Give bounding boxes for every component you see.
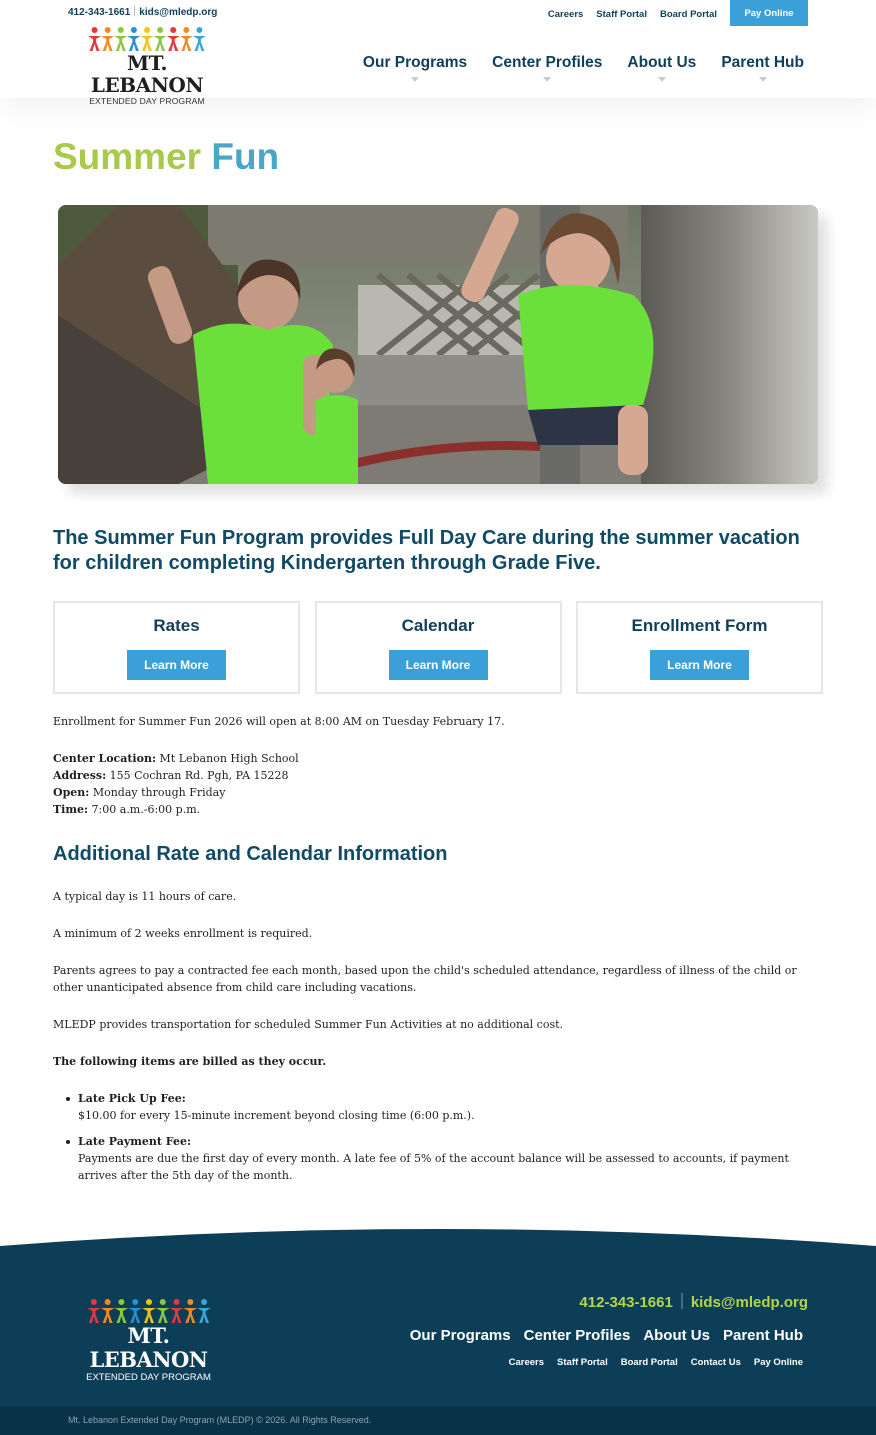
footer-pay-online-link[interactable]: Pay Online [753, 1357, 803, 1368]
paper-person-head [173, 1299, 179, 1305]
list-item [78, 1133, 823, 1184]
calendar-learn-more-button[interactable]: Learn More [389, 650, 488, 680]
paper-person-body [154, 36, 167, 51]
paper-person-body [87, 1308, 101, 1323]
footer-email-link[interactable]: kids@mledp.org [690, 1294, 808, 1311]
paper-people-chain-icon [67, 1298, 230, 1324]
copyright-text: Mt. Lebanon Extended Day Program (MLEDP) © 2026. All Rights Reserved. [68, 1415, 372, 1425]
detail-value: Monday through Friday [89, 786, 226, 799]
contract-fee-text: Parents agrees to pay a contracted fee each month, based upon the child's scheduled attendance, regardless of illness of the child or other unanticipated absence from child care including vacations. [53, 964, 797, 994]
paper-person-body [140, 36, 153, 51]
site-header [0, 0, 876, 106]
paper-person-body [193, 36, 206, 51]
utility-nav [535, 0, 808, 26]
paper-person-body [101, 36, 114, 51]
paper-person-head [157, 27, 163, 33]
detail-label: Center Location: [53, 752, 157, 765]
page-title-word-1: Summer [53, 136, 202, 177]
typical-day-text: A typical day is 11 hours of care. [53, 890, 237, 903]
footer-logo-subtitle: EXTENDED DAY PROGRAM [86, 1372, 211, 1383]
footer-staff-portal-link[interactable]: Staff Portal [557, 1357, 608, 1368]
board-portal-link[interactable]: Board Portal [659, 8, 717, 20]
logo-subtitle: EXTENDED DAY PROGRAM [89, 96, 205, 106]
card-title: Calendar [401, 616, 475, 635]
card-title: Rates [153, 616, 200, 635]
enrollment-form-learn-more-button[interactable]: Learn More [650, 650, 749, 680]
bullet-icon [66, 1097, 70, 1101]
contact-divider [134, 6, 135, 16]
footer-nav-center-profiles[interactable]: Center Profiles [523, 1327, 631, 1344]
logo-title: MT. LEBANON [90, 51, 204, 97]
billed-items-text: The following items are billed as they occur. [53, 1055, 327, 1068]
header-email-link[interactable]: kids@mledp.org [139, 7, 218, 18]
paper-people-chain-icon [72, 26, 222, 52]
paper-person-head [196, 27, 202, 33]
footer-nav [397, 1327, 803, 1344]
footer-board-portal-link[interactable]: Board Portal [620, 1357, 678, 1368]
paper-person-head [118, 27, 124, 33]
detail-value: 7:00 a.m.-6:00 p.m. [88, 803, 201, 816]
copyright-bar [0, 1406, 876, 1435]
detail-label: Time: [53, 803, 89, 816]
info-cards [53, 601, 823, 694]
detail-address [53, 767, 299, 784]
footer-nav-our-programs[interactable]: Our Programs [409, 1327, 511, 1344]
hero-photo [58, 205, 818, 484]
paper-person-head [92, 27, 98, 33]
fee-title: Late Pick Up Fee: [78, 1092, 186, 1105]
main-nav [338, 54, 804, 72]
paper-person-head [132, 1299, 138, 1305]
paper-person-head [105, 27, 111, 33]
paper-person-body [167, 36, 180, 51]
paper-person-head [90, 1299, 96, 1305]
nav-parent-hub[interactable] [721, 54, 804, 72]
footer-phone-link[interactable]: 412-343-1661 [579, 1294, 673, 1311]
staff-portal-link[interactable]: Staff Portal [596, 8, 647, 20]
page-title [53, 136, 279, 178]
footer-careers-link[interactable]: Careers [508, 1357, 545, 1368]
paper-person-head [144, 27, 150, 33]
fee-text: $10.00 for every 15-minute increment beyond closing time (6:00 p.m.). [78, 1109, 475, 1122]
detail-value: Mt Lebanon High School [156, 752, 299, 765]
bullet-icon [66, 1140, 70, 1144]
paper-person-body [127, 36, 140, 51]
list-item [78, 1090, 823, 1124]
footer-utility-links [496, 1357, 803, 1368]
paper-people-svg [88, 26, 206, 52]
footer-contact-us-link[interactable]: Contact Us [690, 1357, 741, 1368]
paper-person-body [114, 36, 127, 51]
detail-time [53, 801, 299, 818]
card-enrollment-form [576, 601, 823, 694]
nav-about-us[interactable] [627, 54, 696, 72]
fee-title: Late Payment Fee: [78, 1135, 192, 1148]
fee-list [78, 1090, 823, 1184]
detail-location [53, 750, 299, 767]
caret-down-icon [658, 77, 666, 82]
paper-person-body [100, 1308, 114, 1323]
nav-center-profiles[interactable] [492, 54, 602, 72]
page-title-word-2: Fun [211, 136, 280, 177]
paper-person-body [114, 1308, 128, 1323]
nav-our-programs[interactable] [363, 54, 467, 72]
paper-person-body [169, 1308, 183, 1323]
detail-open [53, 784, 299, 801]
nav-label: Center Profiles [492, 54, 603, 71]
card-title: Enrollment Form [631, 616, 768, 635]
caret-down-icon [543, 77, 551, 82]
paper-person-body [88, 36, 101, 51]
paper-person-body [142, 1308, 156, 1323]
nav-label: About Us [627, 54, 697, 71]
detail-label: Address: [53, 769, 107, 782]
paper-person-body [183, 1308, 197, 1323]
paper-person-body [197, 1308, 211, 1323]
paper-person-head [159, 1299, 165, 1305]
paper-person-head [170, 27, 176, 33]
card-rates [53, 601, 300, 694]
paper-person-body [180, 36, 193, 51]
paper-person-body [155, 1308, 169, 1323]
paper-person-head [131, 27, 137, 33]
footer-contact [579, 1293, 808, 1311]
paper-person-head [104, 1299, 110, 1305]
footer-logo[interactable] [67, 1298, 230, 1383]
detail-label: Open: [53, 786, 90, 799]
caret-down-icon [411, 77, 419, 82]
paper-people-svg [87, 1298, 211, 1324]
nav-label: Parent Hub [721, 54, 804, 71]
footer-nav-about-us[interactable]: About Us [643, 1327, 710, 1344]
header-phone-link[interactable]: 412-343-1661 [68, 7, 131, 18]
caret-down-icon [759, 77, 767, 82]
paper-person-head [146, 1299, 152, 1305]
enrollment-note: Enrollment for Summer Fun 2026 will open at 8:00 AM on Tuesday February 17. [53, 715, 505, 728]
intro-text: The Summer Fun Program provides Full Day Care during the summer vacation for children completing Kindergarten through Grade Five. [53, 527, 800, 574]
footer-nav-parent-hub[interactable]: Parent Hub [722, 1327, 803, 1344]
site-logo[interactable] [72, 26, 222, 106]
paper-person-head [118, 1299, 124, 1305]
card-calendar [315, 601, 562, 694]
center-details [53, 750, 299, 818]
paper-person-head [183, 27, 189, 33]
site-footer [0, 1220, 876, 1435]
careers-link[interactable]: Careers [547, 8, 584, 20]
contact-divider [681, 1293, 683, 1309]
footer-logo-title: MT. LEBANON [89, 1323, 208, 1372]
playground-illustration [58, 205, 818, 484]
paper-person-head [201, 1299, 207, 1305]
detail-value: 155 Cochran Rd. Pgh, PA 15228 [106, 769, 289, 782]
top-contact [68, 6, 217, 18]
paper-person-body [128, 1308, 142, 1323]
rates-learn-more-button[interactable]: Learn More [127, 650, 226, 680]
pay-online-button[interactable]: Pay Online [730, 0, 808, 26]
additional-info-heading: Additional Rate and Calendar Information [53, 843, 448, 865]
fee-text: Payments are due the first day of every month. A late fee of 5% of the account balance will be assessed to accounts, if payment arrives after the 5th day of the month. [78, 1152, 789, 1182]
paper-person-head [187, 1299, 193, 1305]
transportation-text: MLEDP provides transportation for scheduled Summer Fun Activities at no additional cost. [53, 1018, 564, 1031]
nav-label: Our Programs [362, 54, 468, 71]
minimum-enrollment-text: A minimum of 2 weeks enrollment is required. [53, 927, 313, 940]
